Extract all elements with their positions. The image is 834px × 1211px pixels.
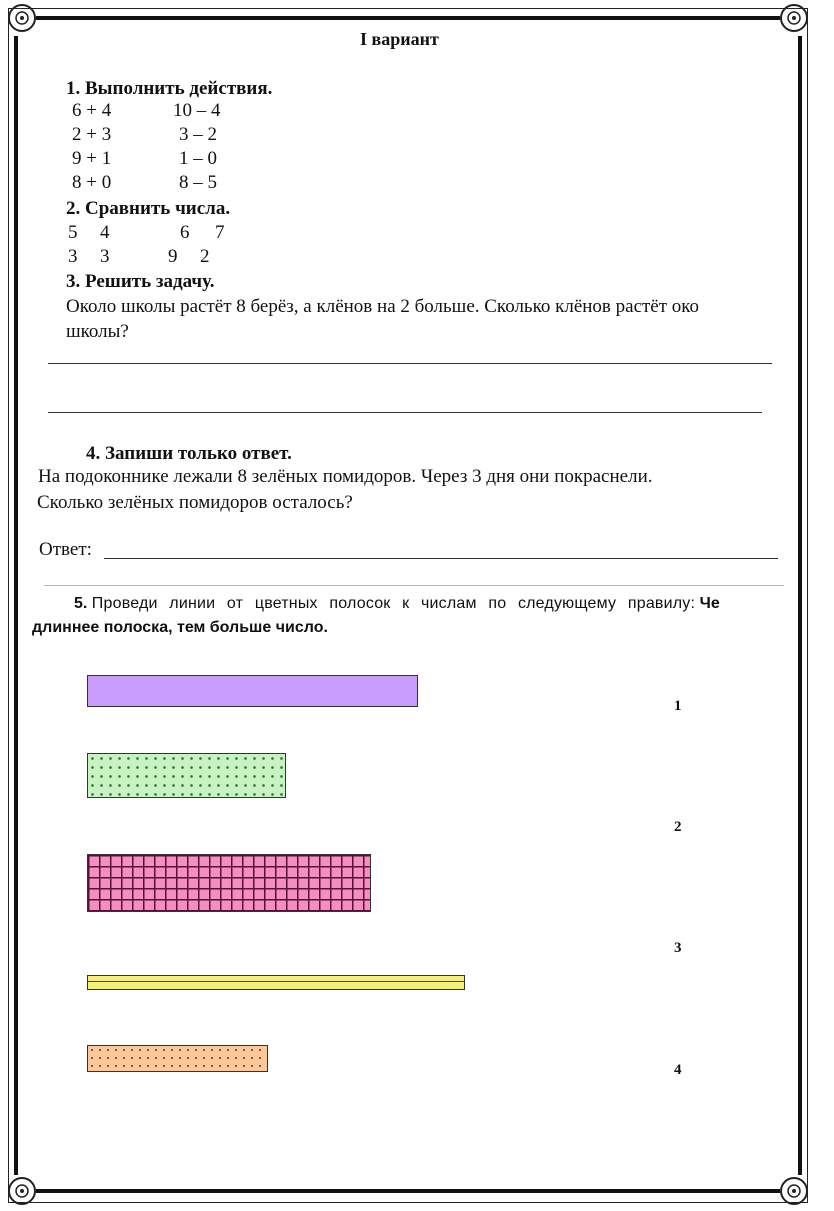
answer-line — [48, 363, 772, 364]
frame-bottom-bar — [36, 1189, 780, 1193]
task5-rule-text: Проведи линии от цветных полосок к числам по следующему правилу: — [91, 595, 696, 612]
variant-heading: I вариант — [360, 29, 439, 49]
corner-ornament-icon — [772, 0, 816, 44]
strip-green-dotted[interactable] — [87, 753, 286, 798]
corner-ornament-icon — [0, 1167, 44, 1211]
answer-label-wrap — [39, 537, 138, 563]
task1-expression: 9 + 1 — [72, 148, 112, 169]
section-divider — [44, 585, 784, 586]
target-number[interactable]: 2 — [674, 819, 682, 835]
compare-number: 5 — [68, 222, 78, 243]
answer-label: Ответ: — [39, 539, 92, 560]
compare-number: 9 — [168, 246, 178, 267]
strip-yellow-lined[interactable] — [87, 975, 465, 990]
target-number[interactable]: 3 — [674, 940, 682, 956]
answer-line — [48, 412, 762, 413]
corner-ornament-icon — [0, 0, 44, 44]
target-number[interactable]: 1 — [674, 698, 682, 714]
frame-top-bar — [36, 16, 780, 20]
task3-text: Около школы растёт 8 берёз, а клёнов на 2 больше. Сколько клёнов растёт око — [66, 296, 700, 317]
task1-expression: 8 – 5 — [179, 172, 217, 193]
compare-number: 3 — [100, 246, 110, 267]
task1-expression: 3 – 2 — [179, 124, 217, 145]
task5-number: 5. — [74, 595, 88, 612]
task1-expression: 8 + 0 — [72, 172, 112, 193]
answer-line — [104, 558, 778, 559]
compare-number: 2 — [200, 246, 210, 267]
strip-pink-grid[interactable] — [87, 854, 371, 912]
task4-text-block — [37, 464, 788, 524]
task5-text-block — [32, 590, 784, 638]
task3-text: школы? — [66, 321, 129, 342]
task1-expression: 10 – 4 — [173, 100, 221, 121]
task4-text: Сколько зелёных помидоров осталось? — [37, 492, 353, 513]
task4-text: На подоконнике лежали 8 зелёных помидоров. Через 3 дня они покраснели. — [38, 466, 653, 487]
strip-violet[interactable] — [87, 675, 418, 707]
compare-number: 4 — [100, 222, 110, 243]
task3-title: 3. Решить задачу. — [66, 271, 215, 292]
task1-expression: 6 + 4 — [72, 100, 112, 121]
task1-title: 1. Выполнить действия. — [66, 78, 273, 99]
task2-title: 2. Сравнить числа. — [66, 198, 231, 219]
task5-text — [74, 593, 834, 615]
task5-text: длиннее полоска, тем больше число. — [32, 619, 328, 636]
compare-number: 3 — [68, 246, 78, 267]
task5-rule-bold: Че — [699, 595, 720, 612]
corner-ornament-icon — [772, 1167, 816, 1211]
frame-left-bar — [14, 36, 18, 1175]
task1-expression: 1 – 0 — [179, 148, 217, 169]
task4-title: 4. Запиши только ответ. — [86, 443, 292, 464]
task1-expression: 2 + 3 — [72, 124, 112, 145]
target-number[interactable]: 4 — [674, 1062, 682, 1078]
strip-peach-dotted[interactable] — [87, 1045, 268, 1072]
compare-number: 7 — [215, 222, 225, 243]
compare-number: 6 — [180, 222, 190, 243]
